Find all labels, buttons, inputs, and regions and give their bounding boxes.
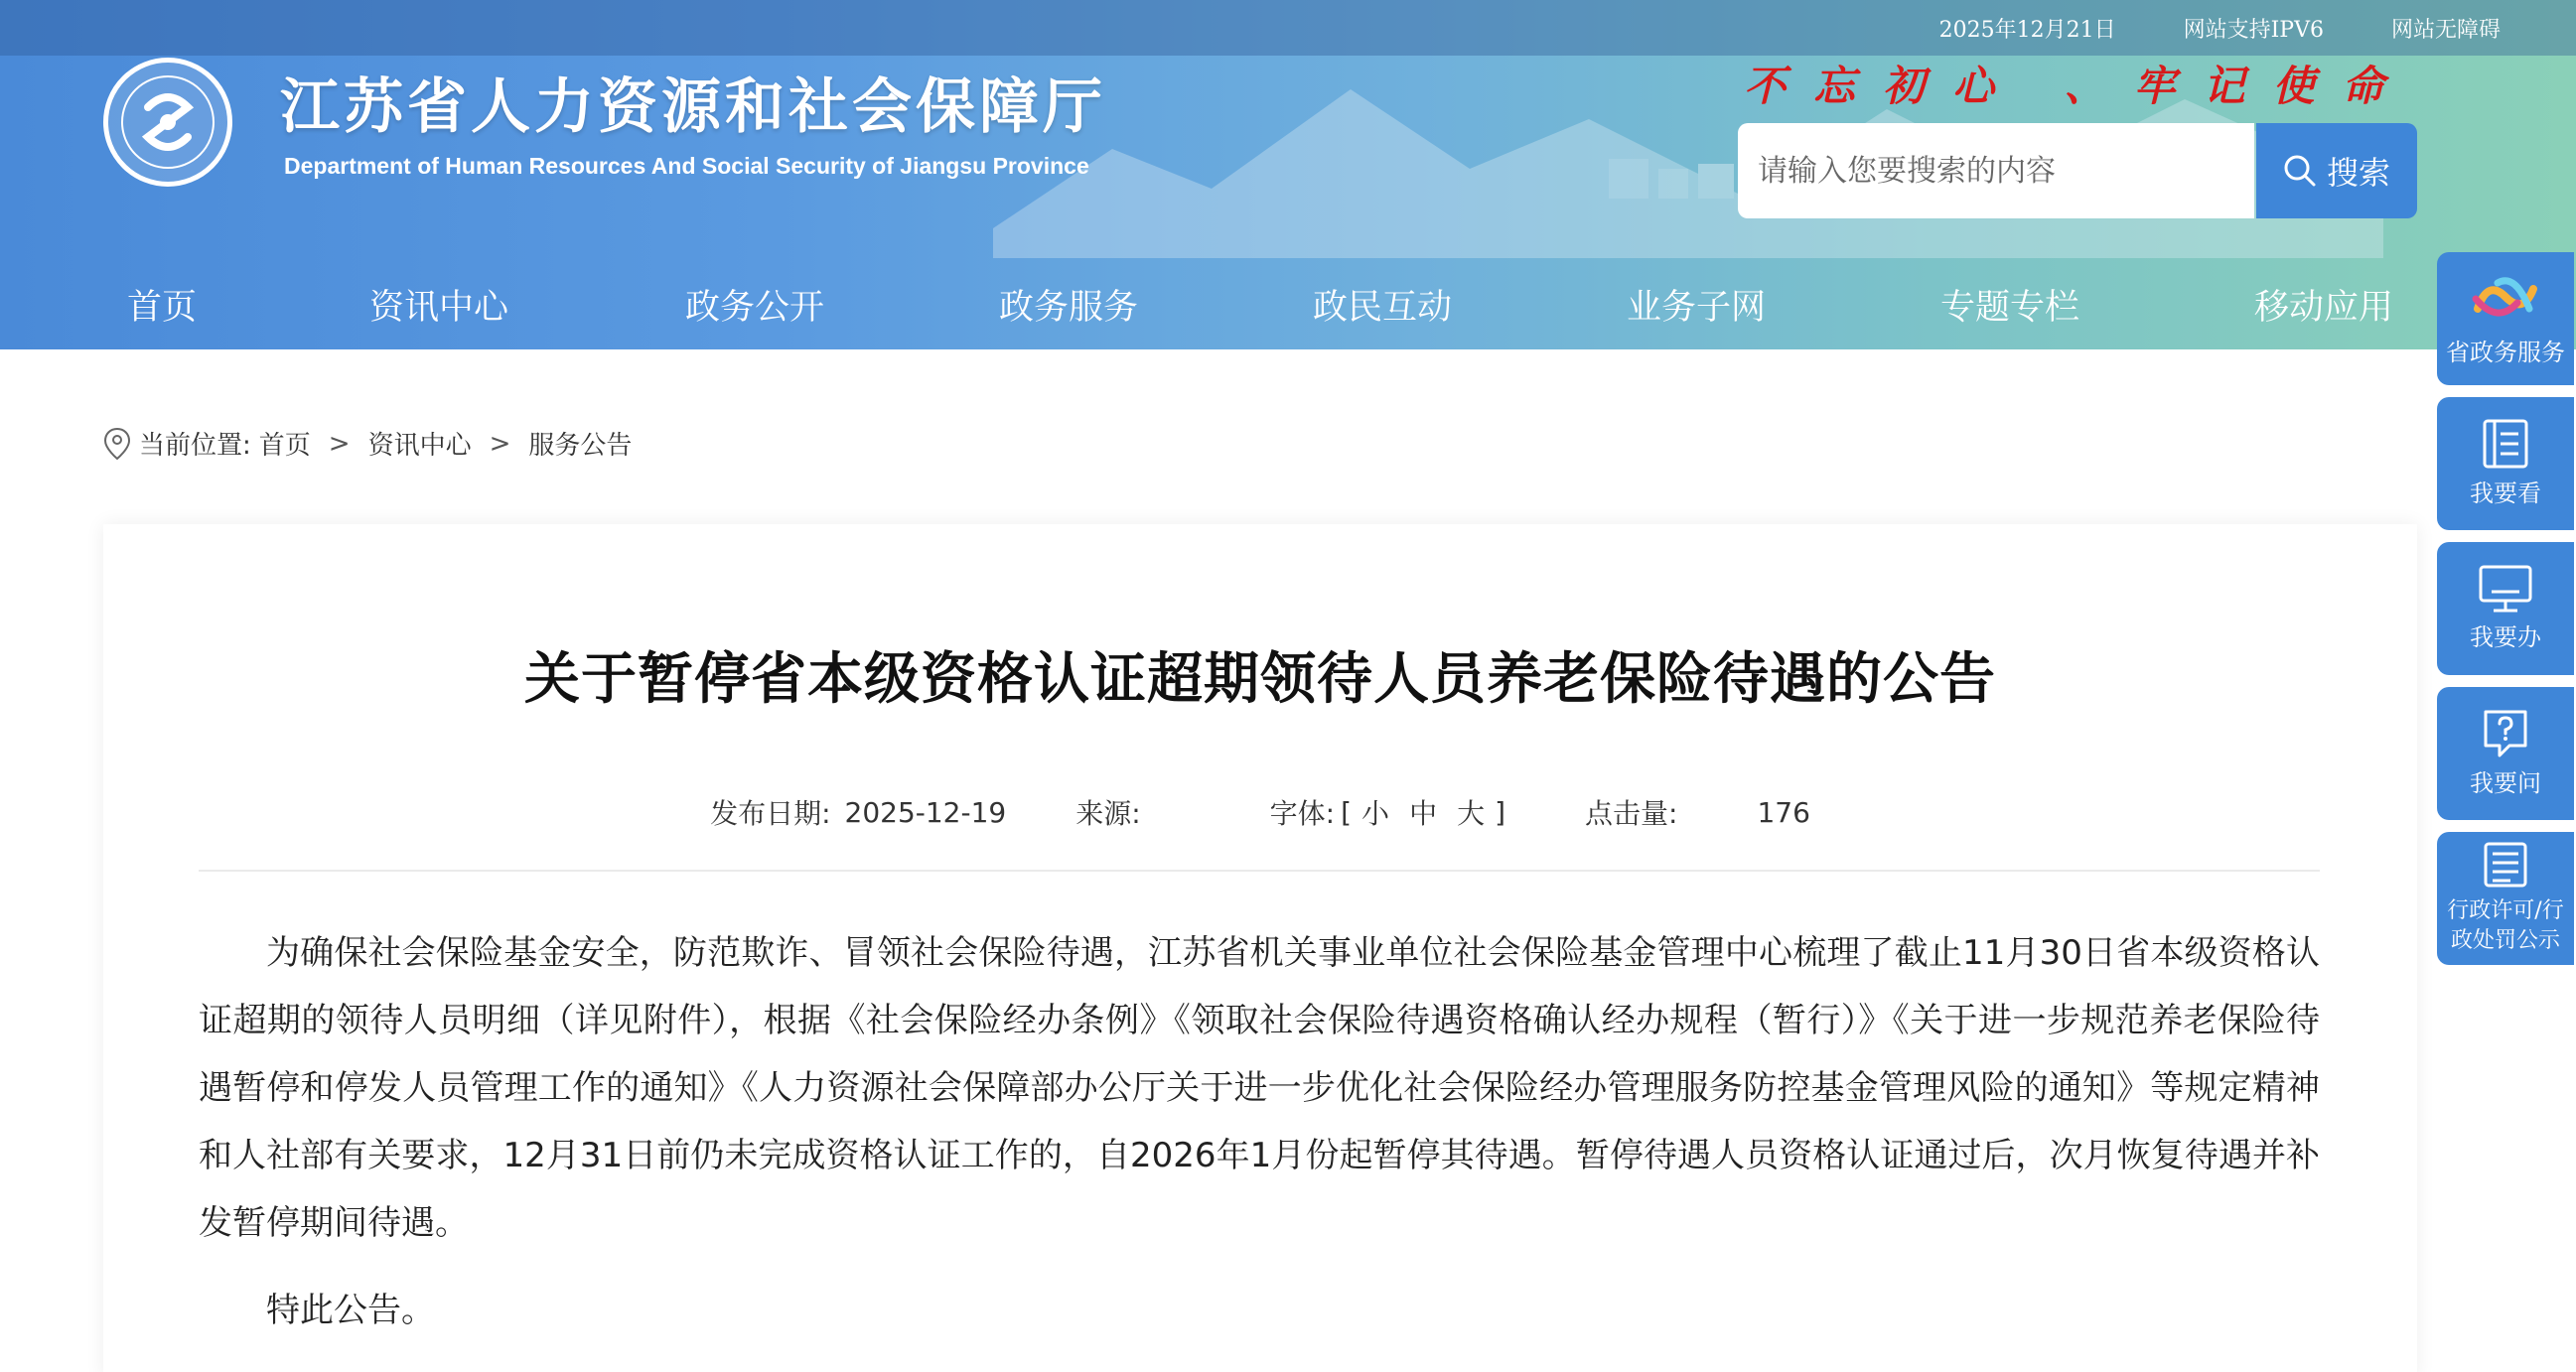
site-header [0, 0, 2576, 349]
article-paragraph: 特此公告。 [266, 1291, 435, 1330]
sidebar-item-view[interactable] [2437, 397, 2574, 530]
sidebar-item-admin-notice[interactable] [2437, 832, 2574, 965]
location-pin-icon [103, 427, 131, 461]
sidebar-item-label: 行政许可/行政处罚公示 [2447, 898, 2564, 953]
font-medium-button[interactable]: 中 [1409, 797, 1438, 830]
nav-item-interaction[interactable]: 政民互动 [1313, 288, 1453, 328]
main-content-area [0, 349, 2576, 1372]
article-paragraph: 为确保社会保险基金安全，防范欺诈、冒领社会保险待遇，江苏省机关事业单位社会保险基金管理中心梳理了截止11月30日省本级资格认证超期的领待人员明细（详见附件），根据《社会保险经办条例》《领取社会保险待遇资格确认经办规程（暂行）》《关于进一步规范养老保险待遇暂停和停发人员管理工作的通知》《人力资源社会保障部办公厅关于进一步优化社会保险经办管理服务防控基金管理风险的通知》等规定精神和人社部有关要求，12月31日前仍未完成资格认证工作的，自2026年1月份起暂停其待遇。暂停待遇人员资格认证通过后，次月恢复待遇并补发暂停期间待遇。 [199, 933, 2320, 1243]
accessibility-link[interactable]: 网站无障碍 [2390, 17, 2501, 43]
font-bracket-close: ] [1495, 795, 1506, 829]
breadcrumb [103, 425, 632, 462]
search-input[interactable] [1738, 123, 2254, 218]
sidebar-item-handle[interactable] [2437, 542, 2574, 675]
breadcrumb-news-center[interactable]: 资讯中心 [367, 431, 472, 461]
gov-service-logo-icon [2468, 269, 2543, 329]
breadcrumb-home[interactable]: 首页 [258, 431, 311, 461]
question-bubble-icon [2480, 708, 2531, 759]
breadcrumb-separator: > [489, 428, 511, 459]
font-large-button[interactable]: 大 [1457, 797, 1486, 830]
main-nav [0, 260, 2576, 343]
nav-item-mobile-apps[interactable]: 移动应用 [2254, 288, 2394, 328]
site-title: 江苏省人力资源和社会保障厅 [280, 72, 1106, 142]
source-label: 来源: [1075, 797, 1141, 830]
publish-date: 2025-12-19 [844, 795, 1007, 829]
ipv6-link[interactable]: 网站支持IPV6 [2183, 17, 2324, 43]
font-size-label: 字体: [1269, 797, 1336, 830]
top-utility-bar [1939, 12, 2501, 44]
slogan: 不忘初心 、牢记使命 [1744, 62, 2412, 110]
meta-divider [199, 870, 2320, 872]
sidebar-item-label: 我要办 [2470, 623, 2541, 651]
jiangsu-hrss-emblem-icon [108, 63, 227, 182]
site-subtitle: Department of Human Resources And Social Security of Jiangsu Province [284, 153, 1089, 179]
publish-date-label: 发布日期: [710, 797, 831, 830]
sidebar-item-ask[interactable] [2437, 687, 2574, 820]
nav-item-special-topics[interactable]: 专题专栏 [1940, 288, 2080, 328]
article-title: 关于暂停省本级资格认证超期领待人员养老保险待遇的公告 [524, 647, 1996, 712]
article-body [199, 919, 2320, 1344]
breadcrumb-prefix: 当前位置: [139, 431, 251, 461]
nav-item-news-center[interactable]: 资讯中心 [369, 288, 509, 328]
click-count-label: 点击量: [1585, 797, 1678, 830]
breadcrumb-service-notice[interactable]: 服务公告 [528, 431, 633, 461]
search-icon [2283, 154, 2317, 188]
site-logo[interactable] [103, 58, 232, 187]
document-list-icon [2481, 418, 2530, 470]
search-button-label: 搜索 [2326, 154, 2390, 192]
article-card [103, 524, 2417, 1372]
font-small-button[interactable]: 小 [1361, 797, 1390, 830]
sidebar-item-label: 我要看 [2470, 480, 2541, 507]
search-button[interactable] [2256, 123, 2417, 218]
nav-item-gov-services[interactable]: 政务服务 [999, 288, 1139, 328]
notice-list-icon [2483, 841, 2528, 889]
sidebar-item-label: 省政务服务 [2446, 339, 2565, 366]
sidebar-item-gov-service[interactable] [2437, 252, 2574, 385]
sidebar-item-label: 我要问 [2470, 769, 2541, 797]
current-date: 2025年12月21日 [1938, 17, 2116, 43]
monitor-icon [2478, 564, 2533, 614]
click-count: 176 [1757, 795, 1810, 829]
article-meta [103, 792, 2417, 832]
nav-item-home[interactable]: 首页 [127, 288, 198, 328]
font-bracket-open: [ [1341, 795, 1353, 829]
nav-item-business-subnet[interactable]: 业务子网 [1627, 288, 1767, 328]
breadcrumb-separator: > [328, 428, 351, 459]
nav-item-gov-affairs[interactable]: 政务公开 [685, 288, 825, 328]
